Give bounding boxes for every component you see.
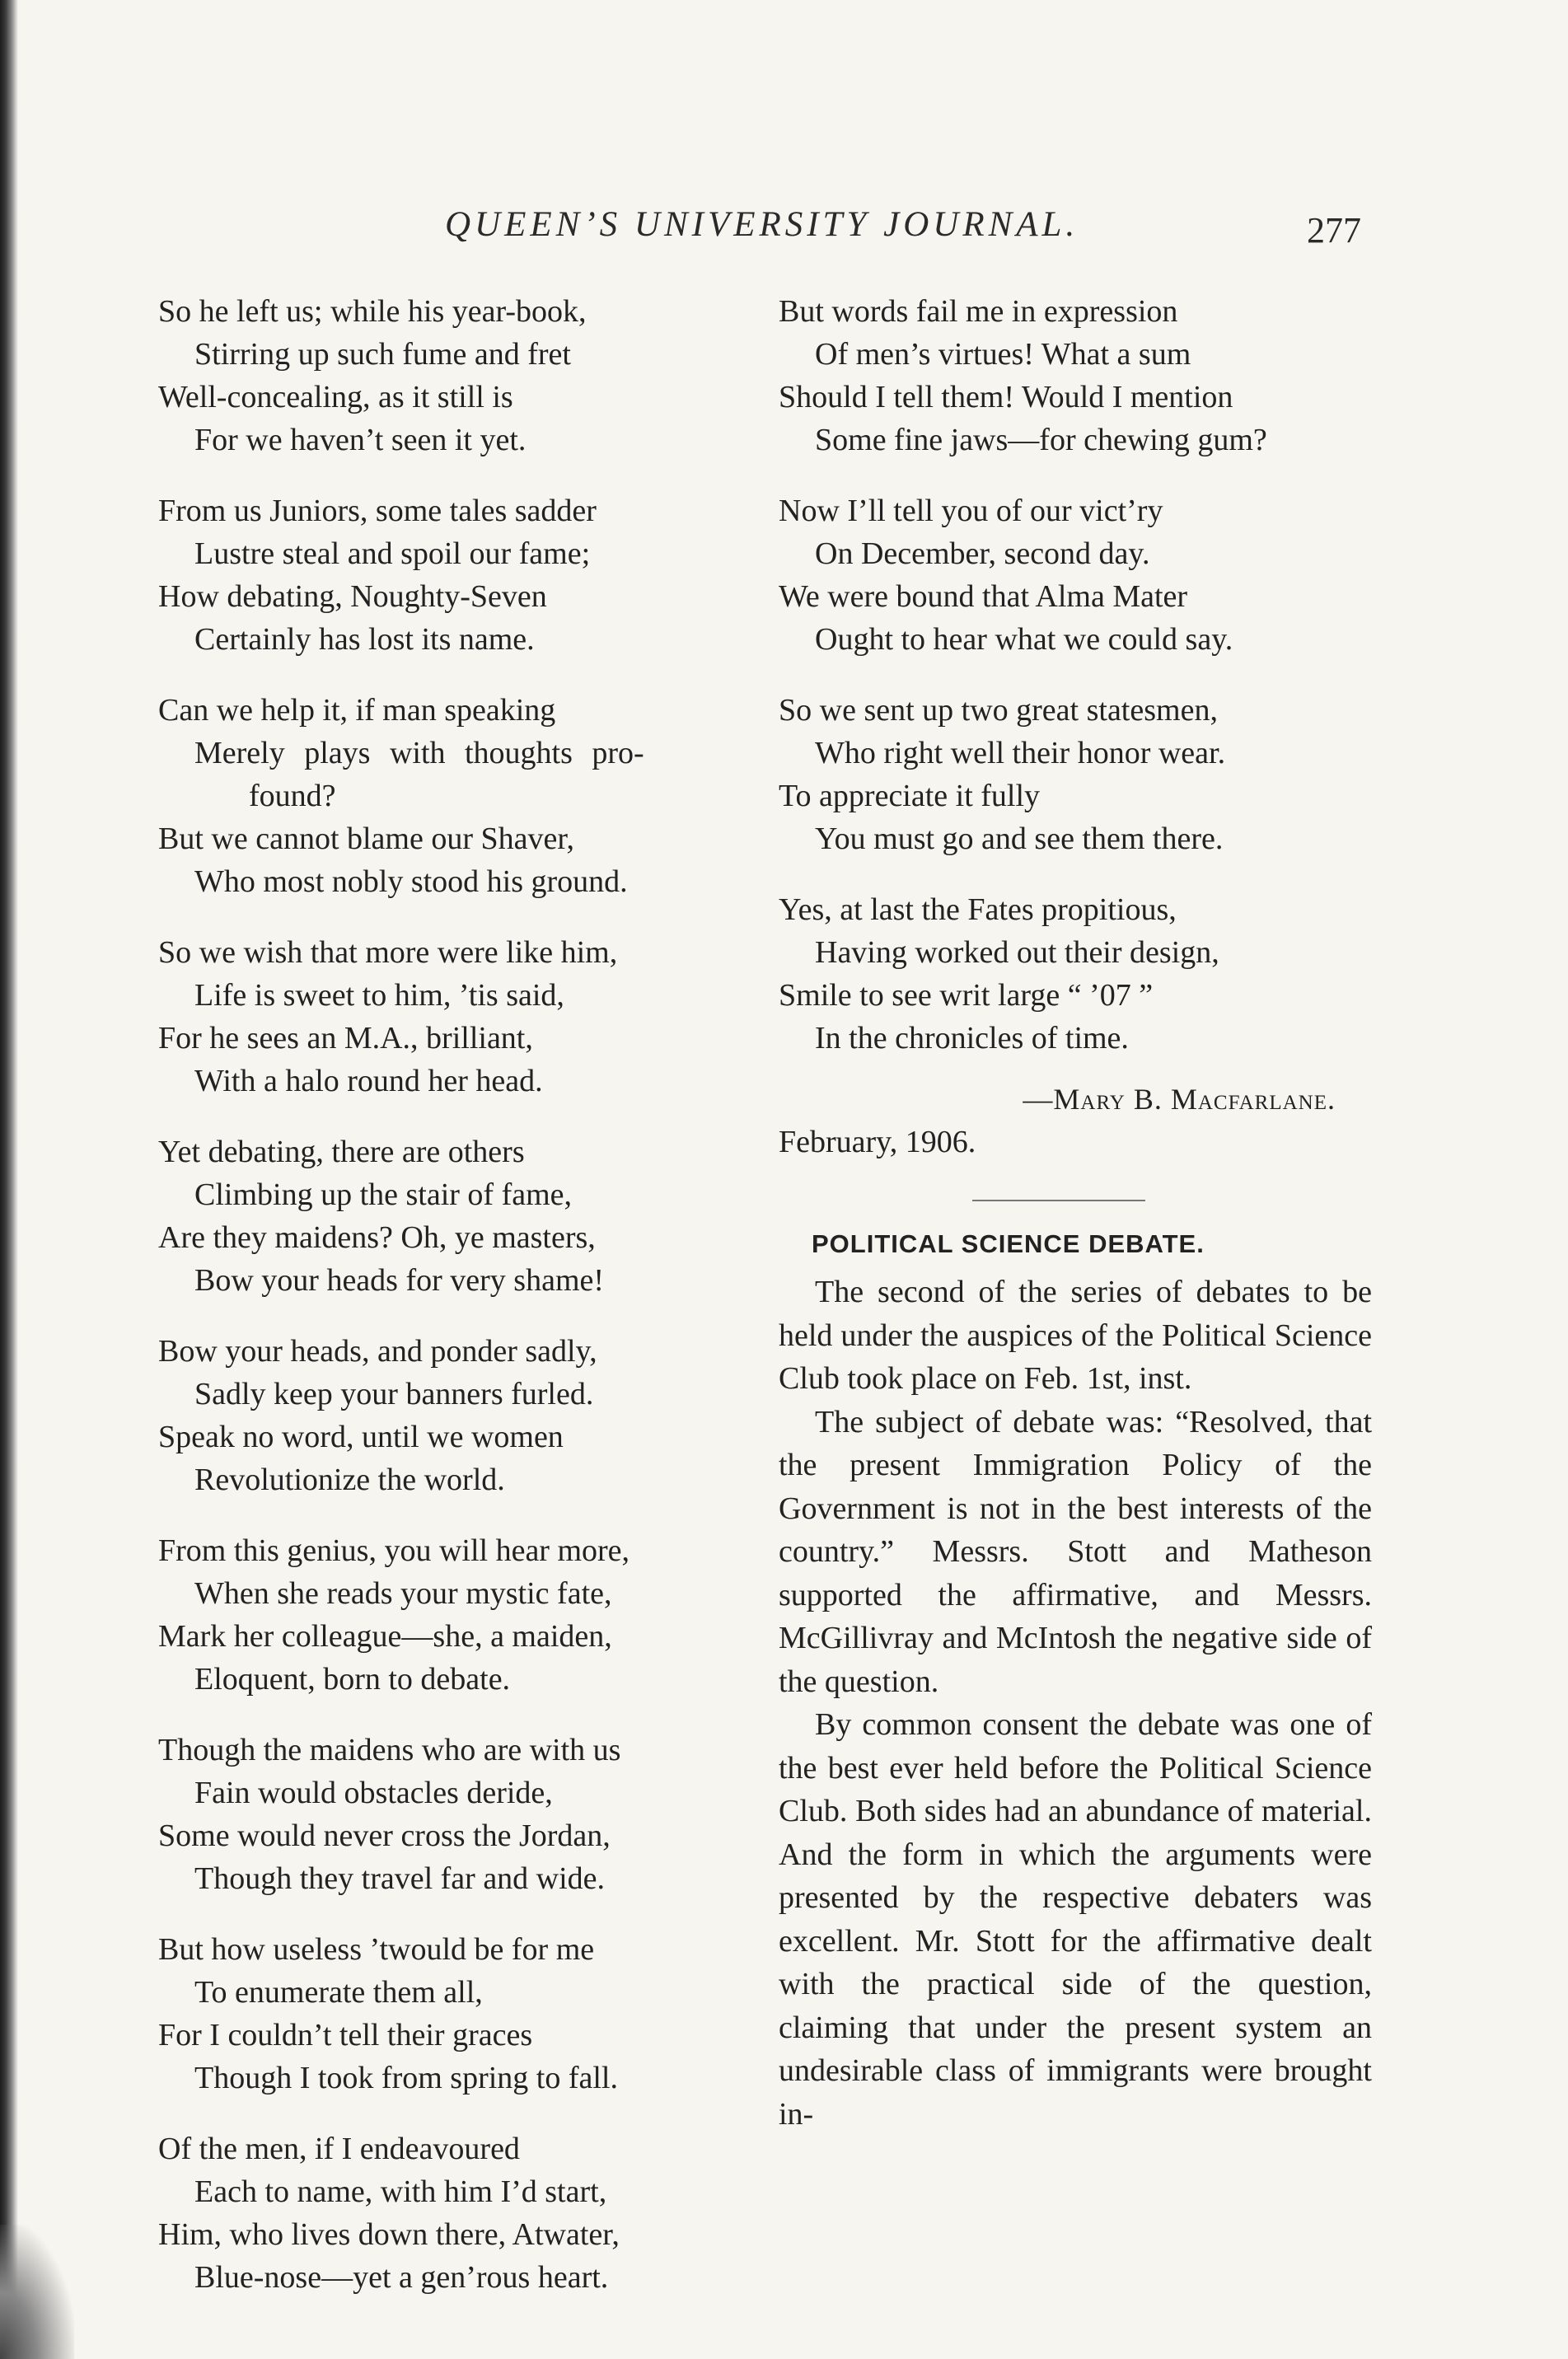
poem-line: To appreciate it fully — [779, 779, 1041, 813]
poem-line: Eloquent, born to debate. — [194, 1662, 511, 1697]
poem-date: February, 1906. — [779, 1125, 976, 1159]
poem-line: Though they travel far and wide. — [194, 1861, 606, 1896]
stanza — [158, 1529, 751, 1701]
poem-line: Are they maidens? Oh, ye masters, — [158, 1220, 596, 1255]
poem-line: On December, second day. — [815, 536, 1150, 571]
poem-line: Some fine jaws—for chewing gum? — [815, 423, 1267, 457]
poem-line: Blue-nose—yet a gen’rous heart. — [194, 2260, 609, 2295]
poem-line: Bow your heads for very shame! — [194, 1263, 605, 1298]
right-column — [779, 290, 1372, 2136]
poem-line: For we haven’t seen it yet. — [194, 423, 527, 457]
stanza — [158, 290, 751, 461]
poem-line: Speak no word, until we women — [158, 1420, 564, 1454]
stanza — [158, 489, 751, 661]
poem-line: Who most nobly stood his ground. — [194, 864, 628, 899]
poem-line: Yes, at last the Fates propitious, — [779, 892, 1177, 927]
poem-line: For he sees an M.A., brilliant, — [158, 1021, 533, 1055]
poem-line: Bow your heads, and ponder sadly, — [158, 1334, 597, 1369]
poem-line: Stirring up such fume and fret — [194, 337, 571, 372]
journal-title: QUEEN’S UNIVERSITY JOURNAL. — [445, 205, 1079, 244]
stanza — [779, 489, 1372, 661]
poem-line: But we cannot blame our Shaver, — [158, 821, 575, 856]
poem-line: When she reads your mystic fate, — [194, 1576, 612, 1611]
poem-signature: —Mary B. Macfarlane. — [1023, 1083, 1336, 1116]
stanza — [158, 689, 751, 903]
poem-line: But how useless ’twould be for me — [158, 1932, 595, 1967]
poem-line: In the chronicles of time. — [815, 1021, 1129, 1055]
poem-line: From us Juniors, some tales sadder — [158, 494, 597, 528]
section-divider — [972, 1200, 1145, 1201]
poem-line: Of men’s virtues! What a sum — [815, 337, 1191, 372]
poem-line: You must go and see them there. — [815, 821, 1224, 856]
poem-line: Having worked out their design, — [815, 935, 1219, 970]
poem-line: Should I tell them! Would I mention — [779, 380, 1233, 414]
stanza — [158, 1928, 751, 2099]
left-column — [158, 290, 751, 2327]
stanza — [158, 931, 751, 1102]
poem-line: Each to name, with him I’d start, — [194, 2174, 607, 2209]
poem-line: So he left us; while his year-book, — [158, 294, 587, 329]
poem-line: To enumerate them all, — [194, 1975, 483, 2010]
poem-line: So we sent up two great statesmen, — [779, 693, 1218, 728]
page-binding-edge — [0, 0, 18, 2359]
page-number: 277 — [1307, 210, 1361, 250]
poem-line: With a halo round her head. — [194, 1064, 543, 1098]
page-header — [0, 204, 1568, 254]
poem-line: For I couldn’t tell their graces — [158, 2018, 533, 2052]
article-paragraph: By common consent the debate was one of the best ever held before the Political Science Club. Both sides had an abundance of material. And the form in which the arguments were presented by the respective debaters was excellent. Mr. Stott for the affirmative dealt with the practical side of the question, claiming that under the present system an undesirable class of immigrants were brought in- — [779, 1707, 1372, 2132]
poem-line: Well-concealing, as it still is — [158, 380, 513, 414]
poem-line: Though I took from spring to fall. — [194, 2061, 618, 2095]
stanza — [158, 1330, 751, 1501]
poem-line: We were bound that Alma Mater — [779, 579, 1188, 614]
poem-line: Mark her colleague—she, a maiden, — [158, 1619, 612, 1654]
stanza — [779, 888, 1372, 1060]
poem-line: found? — [249, 779, 336, 813]
poem-line: From this genius, you will hear more, — [158, 1533, 630, 1568]
poem-line: Some would never cross the Jordan, — [158, 1818, 611, 1853]
poem-line: Ought to hear what we could say. — [815, 622, 1233, 657]
poem-line: Lustre steal and spoil our fame; — [194, 536, 591, 571]
stanza — [158, 1130, 751, 1302]
article-paragraph: The second of the series of debates to be held under the auspices of the Political Science Club took place on Feb. 1st, inst. — [779, 1275, 1372, 1396]
poem-line: How debating, Noughty-Seven — [158, 579, 547, 614]
poem-line: Revolutionize the world. — [194, 1463, 505, 1497]
stanza — [779, 689, 1372, 860]
poem-line: Fain would obstacles deride, — [194, 1776, 553, 1810]
poem-line: Though the maidens who are with us — [158, 1733, 621, 1767]
poem-line: Sadly keep your banners furled. — [194, 1377, 594, 1411]
article-heading: POLITICAL SCIENCE DEBATE. — [812, 1229, 1205, 1258]
poem-line: So we wish that more were like him, — [158, 935, 618, 970]
poem-line: Certainly has lost its name. — [194, 622, 535, 657]
poem-line: Merely plays with thoughts pro- — [194, 736, 644, 770]
article-paragraph: The subject of debate was: “Resolved, that the present Immigration Policy of the Government is not in the best interests of the country.” Messrs. Stott and Matheson supported the affirmative, and Messrs. McGillivray and McIntosh the negative side of the question. — [779, 1404, 1372, 1699]
poem-line: Him, who lives down there, Atwater, — [158, 2217, 620, 2252]
poem-line: Climbing up the stair of fame, — [194, 1177, 573, 1212]
poem-line: Who right well their honor wear. — [815, 736, 1226, 770]
stanza — [158, 1729, 751, 1900]
page-corner-shadow — [0, 2225, 74, 2359]
poem-line: Yet debating, there are others — [158, 1135, 525, 1169]
poem-line: Smile to see writ large “ ’07 ” — [779, 978, 1154, 1013]
stanza — [779, 290, 1372, 461]
poem-line: Can we help it, if man speaking — [158, 693, 556, 728]
poem-line: Of the men, if I endeavoured — [158, 2132, 520, 2166]
poem-line: But words fail me in expression — [779, 294, 1178, 329]
poem-line: Life is sweet to him, ’tis said, — [194, 978, 564, 1013]
stanza — [158, 2127, 751, 2299]
poem-line: Now I’ll tell you of our vict’ry — [779, 494, 1163, 528]
